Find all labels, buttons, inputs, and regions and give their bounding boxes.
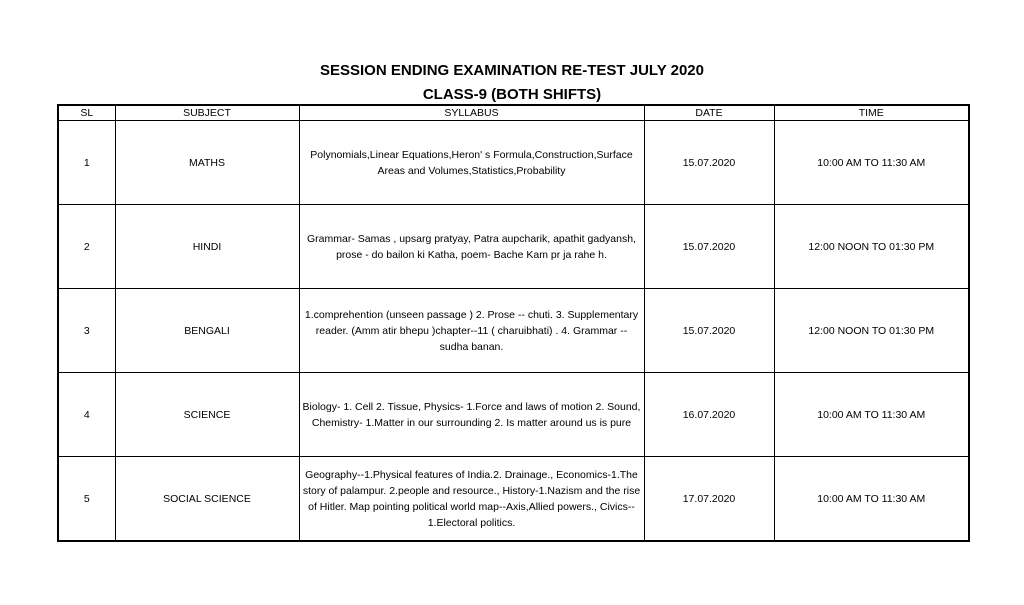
cell-subject: HINDI (115, 205, 299, 289)
cell-date: 15.07.2020 (644, 121, 774, 205)
column-header-syllabus: SYLLABUS (299, 105, 644, 121)
cell-sl: 2 (58, 205, 115, 289)
cell-sl: 4 (58, 373, 115, 457)
cell-syllabus: 1.comprehention (unseen passage ) 2. Prose -- chuti. 3. Supplementary reader. (Amm atir bhepu )chapter--11 ( charuibhati) . 4. Grammar -- sudha banan. (299, 289, 644, 373)
table-row (58, 289, 969, 373)
column-header-sl: SL (58, 105, 115, 121)
document-subtitle: CLASS-9 (BOTH SHIFTS) (422, 86, 602, 103)
cell-sl: 5 (58, 457, 115, 542)
column-header-subject: SUBJECT (115, 105, 299, 121)
document-title: SESSION ENDING EXAMINATION RE-TEST JULY 2020 (320, 62, 704, 79)
cell-time: 12:00 NOON TO 01:30 PM (774, 205, 969, 289)
table-row (58, 457, 969, 542)
cell-date: 15.07.2020 (644, 289, 774, 373)
cell-subject: SCIENCE (115, 373, 299, 457)
table-row (58, 373, 969, 457)
cell-subject: MATHS (115, 121, 299, 205)
cell-syllabus: Biology- 1. Cell 2. Tissue, Physics- 1.Force and laws of motion 2. Sound, Chemistry- 1.Matter in our surrounding 2. Is matter around us is pure (299, 373, 644, 457)
column-header-date: DATE (644, 105, 774, 121)
cell-syllabus: Geography--1.Physical features of India.2. Drainage., Economics-1.The story of palampur. 2.people and resource., History-1.Nazism and the rise of Hitler. Map pointing political world map--Axis,Allied powers., Civics-- 1.Electoral politics. (299, 457, 644, 542)
cell-syllabus: Polynomials,Linear Equations,Heron' s Formula,Construction,Surface Areas and Volumes,Statistics,Probability (299, 121, 644, 205)
cell-subject: BENGALI (115, 289, 299, 373)
cell-date: 15.07.2020 (644, 205, 774, 289)
cell-time: 10:00 AM TO 11:30 AM (774, 121, 969, 205)
table-row (58, 205, 969, 289)
column-header-time: TIME (774, 105, 969, 121)
exam-schedule-table (57, 104, 970, 542)
cell-subject: SOCIAL SCIENCE (115, 457, 299, 542)
cell-time: 10:00 AM TO 11:30 AM (774, 457, 969, 542)
table-row (58, 121, 969, 205)
cell-sl: 1 (58, 121, 115, 205)
cell-time: 10:00 AM TO 11:30 AM (774, 373, 969, 457)
cell-time: 12:00 NOON TO 01:30 PM (774, 289, 969, 373)
cell-syllabus: Grammar- Samas , upsarg pratyay, Patra aupcharik, apathit gadyansh, prose - do bailon ki Katha, poem- Bache Kam pr ja rahe h. (299, 205, 644, 289)
cell-date: 16.07.2020 (644, 373, 774, 457)
cell-sl: 3 (58, 289, 115, 373)
cell-date: 17.07.2020 (644, 457, 774, 542)
table-header-row (58, 105, 969, 121)
